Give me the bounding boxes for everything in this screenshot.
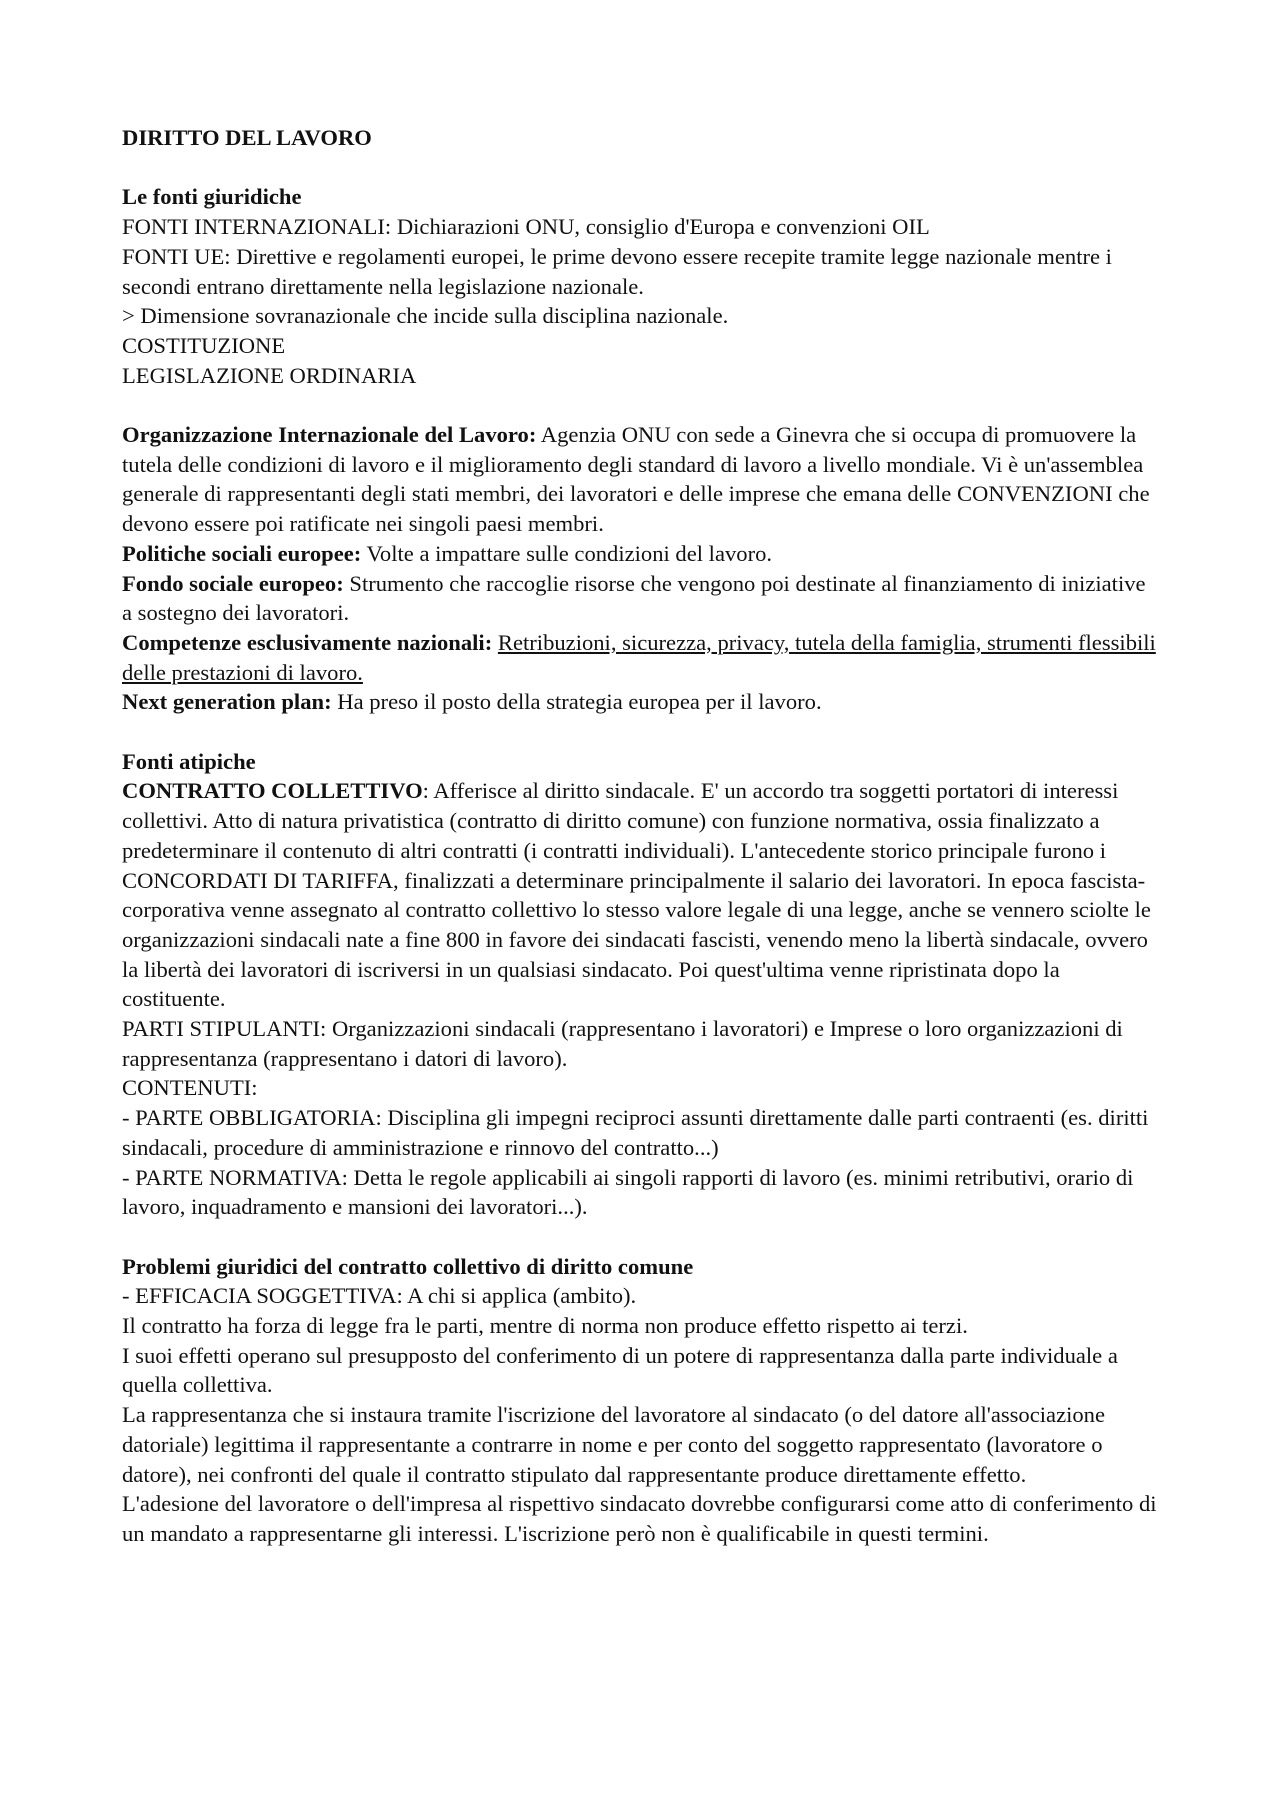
fonti-internazionali-line: FONTI INTERNAZIONALI: Dichiarazioni ONU, consiglio d'Europa e convenzioni OIL (122, 214, 930, 240)
section-heading-fonti-atipiche: Fonti atipiche (122, 748, 256, 774)
competenze-text: Retribuzioni, sicurezza, privacy, tutela della famiglia, strumenti flessibili delle prestazioni di lavoro. (122, 629, 1156, 685)
problemi-paragraph-3: La rappresentanza che si instaura tramite l'iscrizione del lavoratore al sindacato (o del datore all'associazione datoriale) legittima il rappresentante a contrarre in nome e per conto del soggetto rappresentato (lavoratore o datore), nei confronti del quale il contratto stipulato dal rappresentante produce direttamente effetto. (122, 1402, 1105, 1487)
parte-obbligatoria-item: - PARTE OBBLIGATORIA: Disciplina gli impegni reciproci assunti direttamente dalle parti contraenti (es. diritti sindacali, procedure di amministrazione e rinnovo del contratto...) (122, 1105, 1149, 1160)
blank-line (122, 153, 1160, 183)
problemi-paragraph-4: L'adesione del lavoratore o dell'impresa al rispettivo sindacato dovrebbe configurarsi come atto di conferimento di un mandato a rappresentarne gli interessi. L'iscrizione però non è qualificabile in questi termini. (122, 1491, 1157, 1546)
legislazione-line: LEGISLAZIONE ORDINARIA (122, 362, 417, 388)
document-body (122, 123, 1160, 1549)
fondo-paragraph (122, 569, 1160, 628)
parte-normativa-item: - PARTE NORMATIVA: Detta le regole applicabili ai singoli rapporti di lavoro (es. minimi retributivi, orario di lavoro, inquadramento e mansioni dei lavoratori...). (122, 1164, 1134, 1220)
next-generation-paragraph (122, 687, 1160, 717)
competenze-term: Competenze esclusivamente nazionali: (122, 629, 493, 655)
contratto-collettivo-text: : Afferisce al diritto sindacale. E' un accordo tra soggetti portatori di interessi collettivi. Atto di natura privatistica (contratto di diritto comune) con funzione normativa, ossia finalizzato a predeterminare il contenuto di altri contratti (i contratti individuali). L'antecedente storico principale furono i CONCORDATI DI TARIFFA, finalizzati a determinare principalmente il salario dei lavoratori. In epoca fascista-corporativa venne assegnato al contratto collettivo lo stesso valore legale di una legge, anche se vennero sciolte le organizzazioni sindacali nate a fine 800 in favore dei sindacati fascisti, venendo meno la libertà sindacale, ovvero la libertà dei lavoratori di iscriversi in un qualsiasi sindacato. Poi quest'ultima venne ripristinata dopo la costituente. (122, 778, 1151, 1012)
fondo-term: Fondo sociale europeo: (122, 570, 344, 596)
problemi-paragraph-1: Il contratto ha forza di legge fra le parti, mentre di norma non produce effetto rispetto ai terzi. (122, 1313, 968, 1339)
parti-stipulanti-paragraph: PARTI STIPULANTI: Organizzazioni sindacali (rappresentano i lavoratori) e Imprese o loro organizzazioni di rappresentanza (rappresentano i datori di lavoro). (122, 1016, 1123, 1071)
contratto-collettivo-paragraph (122, 776, 1160, 1014)
dimensione-line: > Dimensione sovranazionale che incide sulla disciplina nazionale. (122, 303, 729, 329)
contratto-collettivo-term: CONTRATTO COLLETTIVO (122, 778, 423, 804)
oil-paragraph (122, 420, 1160, 539)
fondo-text: Strumento che raccoglie risorse che vengono poi destinate al finanziamento di iniziative a sostegno dei lavoratori. (122, 570, 1146, 626)
politiche-term: Politiche sociali europee: (122, 540, 362, 566)
section-heading-problemi-giuridici: Problemi giuridici del contratto collettivo di diritto comune (122, 1253, 694, 1279)
contenuti-line: CONTENUTI: (122, 1075, 258, 1101)
section-heading-fonti-giuridiche: Le fonti giuridiche (122, 184, 302, 210)
oil-term: Organizzazione Internazionale del Lavoro: (122, 422, 537, 447)
next-generation-text: Ha preso il posto della strategia europea per il lavoro. (331, 689, 822, 715)
oil-text: Agenzia ONU con sede a Ginevra che si occupa di promuovere la tutela delle condizioni di lavoro e il miglioramento degli standard di lavoro a livello mondiale. Vi è un'assemblea generale di rappresentanti degli stati membri, dei lavoratori e delle imprese che emana delle CONVENZIONI che devono essere poi ratificate nei singoli paesi membri. (122, 422, 1150, 537)
politiche-text: Volte a impattare sulle condizioni del lavoro. (361, 540, 773, 566)
blank-line (122, 390, 1160, 420)
efficacia-soggettiva-item: - EFFICACIA SOGGETTIVA: A chi si applica (ambito). (122, 1283, 637, 1309)
blank-line (122, 1222, 1160, 1252)
document-title: DIRITTO DEL LAVORO (122, 125, 372, 150)
politiche-paragraph (122, 539, 1160, 569)
competenze-paragraph (122, 628, 1160, 687)
costituzione-line: COSTITUZIONE (122, 332, 286, 358)
blank-line (122, 717, 1160, 747)
problemi-paragraph-2: I suoi effetti operano sul presupposto del conferimento di un potere di rappresentanza dalla parte individuale a quella collettiva. (122, 1342, 1118, 1398)
fonti-ue-paragraph: FONTI UE: Direttive e regolamenti europei, le prime devono essere recepite tramite legge nazionale mentre i secondi entrano direttamente nella legislazione nazionale. (122, 243, 1112, 299)
next-generation-term: Next generation plan: (122, 689, 332, 715)
